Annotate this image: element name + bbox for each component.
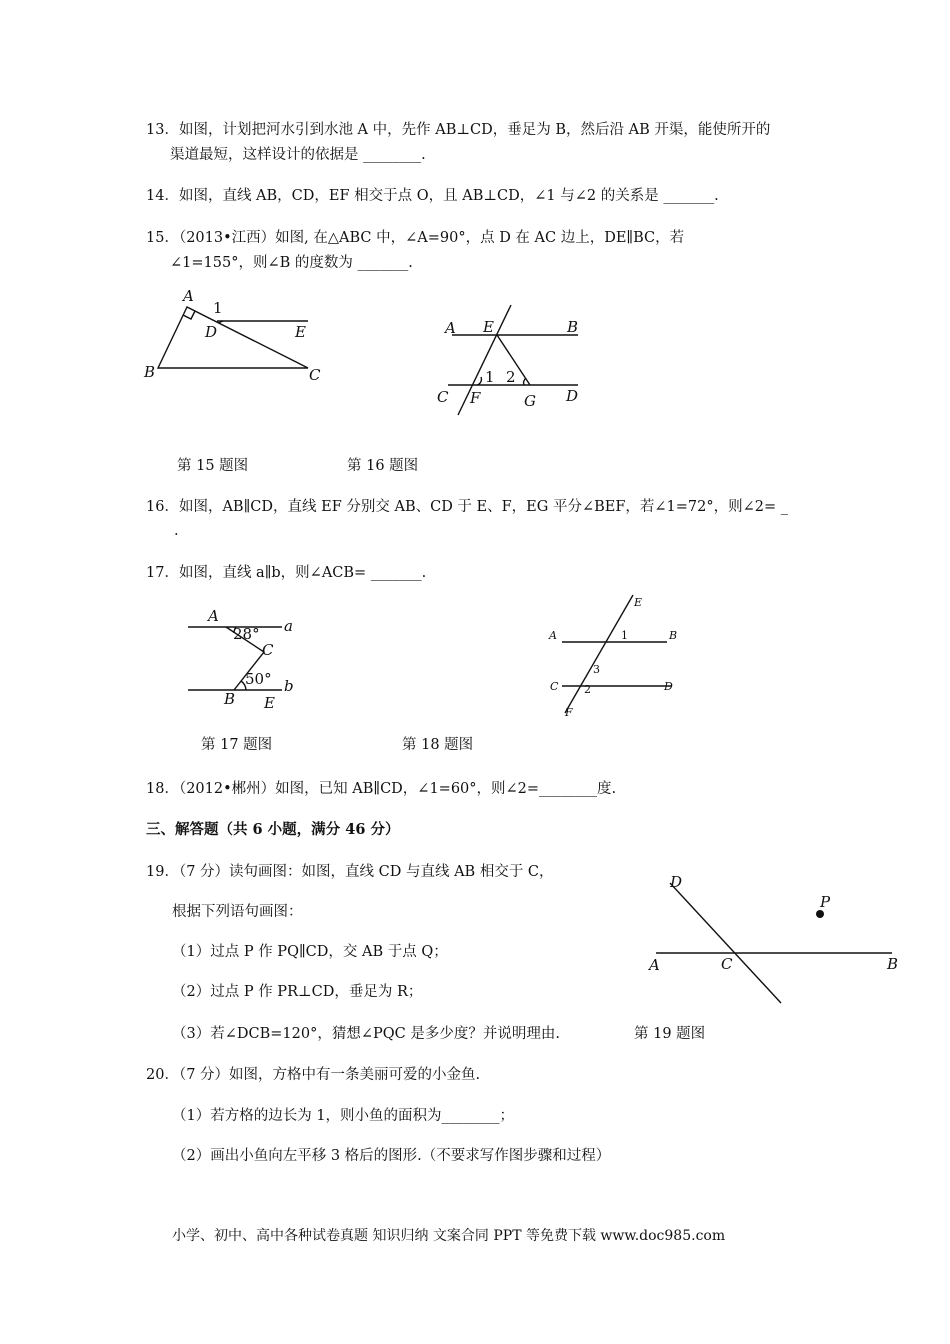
fig16-label-B: B bbox=[567, 318, 579, 336]
fig19-label-A: A bbox=[649, 956, 660, 974]
question-19-line1: 19．（7 分）读句画图：如图，直线 CD 与直线 AB 相交于 C， bbox=[146, 864, 554, 880]
fig18-label-B: B bbox=[669, 629, 678, 642]
fig16-label-D: D bbox=[566, 387, 579, 405]
fig15-label-1: 1 bbox=[213, 299, 223, 317]
fig16-angle2-arc bbox=[524, 378, 526, 385]
question-16-line1: 16．如图，AB∥CD，直线 EF 分别交 AB、CD 于 E、F，EG 平分∠BEF，若∠1=72°，则∠2= _ bbox=[146, 499, 789, 515]
fig18-line-ef bbox=[565, 595, 633, 713]
question-19-item3: （3）若∠DCB=120°，猜想∠PQC 是多少度？并说明理由. bbox=[172, 1026, 560, 1042]
section-heading: 三、解答题（共 6 小题，满分 46 分） bbox=[146, 821, 400, 838]
fig17-label-C: C bbox=[262, 641, 274, 659]
fig18-label-C: C bbox=[550, 680, 559, 693]
figure-16 bbox=[435, 305, 595, 420]
figure-19 bbox=[640, 865, 910, 1010]
caption-figure-17: 第 17 题图 bbox=[201, 737, 273, 753]
question-20-line1: 20．（7 分）如图，方格中有一条美丽可爱的小金鱼. bbox=[146, 1067, 481, 1083]
question-14-line1: 14．如图，直线 AB，CD，EF 相交于点 O，且 AB⊥CD，∠1 与∠2 的关系是 _______. bbox=[146, 188, 719, 204]
page-footer: 小学、初中、高中各种试卷真题 知识归纳 文案合同 PPT 等免费下载 www.doc985.com bbox=[172, 1228, 726, 1244]
fig19-label-B: B bbox=[887, 955, 899, 973]
question-17-line1: 17．如图，直线 a∥b，则∠ACB= _______. bbox=[146, 565, 427, 581]
fig17-label-50: 50° bbox=[245, 670, 272, 688]
fig16-label-A: A bbox=[445, 319, 456, 337]
fig18-label-3: 3 bbox=[593, 663, 600, 676]
fig18-label-E: E bbox=[634, 596, 643, 609]
fig19-label-C: C bbox=[721, 955, 733, 973]
fig19-point-p bbox=[816, 910, 824, 918]
fig16-label-2: 2 bbox=[506, 368, 516, 386]
figure-15 bbox=[135, 285, 335, 395]
caption-figure-15: 第 15 题图 bbox=[177, 458, 249, 474]
fig15-triangle bbox=[158, 307, 308, 368]
question-15-line2: ∠1=155°，则∠B 的度数为 _______. bbox=[170, 255, 413, 271]
fig17-label-B: B bbox=[224, 690, 236, 708]
question-13-line1: 13．如图，计划把河水引到水池 A 中，先作 AB⊥CD，垂足为 B，然后沿 AB 开渠，能使所开的 bbox=[146, 122, 771, 138]
question-19-item1: （1）过点 P 作 PQ∥CD，交 AB 于点 Q； bbox=[172, 944, 448, 960]
caption-figure-16: 第 16 题图 bbox=[347, 458, 419, 474]
question-18-line1: 18．（2012•郴州）如图，已知 AB∥CD，∠1=60°，则∠2=________度. bbox=[146, 781, 617, 797]
caption-figure-18: 第 18 题图 bbox=[402, 737, 474, 753]
question-20-item1: （1）若方格的边长为 1，则小鱼的面积为________； bbox=[172, 1108, 515, 1124]
fig17-label-28: 28° bbox=[233, 625, 260, 643]
fig18-label-1: 1 bbox=[621, 629, 628, 642]
caption-figure-19: 第 19 题图 bbox=[634, 1026, 706, 1042]
question-20-item2: （2）画出小鱼向左平移 3 格后的图形.（不要求写作图步骤和过程） bbox=[172, 1148, 611, 1164]
fig19-line-cd bbox=[670, 883, 781, 1003]
fig17-label-b: b bbox=[284, 677, 294, 695]
question-16-line2: . bbox=[174, 523, 179, 539]
figure-17 bbox=[180, 605, 310, 715]
fig15-label-D: D bbox=[205, 323, 218, 341]
fig16-label-E: E bbox=[483, 318, 494, 336]
question-19-line2: 根据下列语句画图： bbox=[172, 904, 303, 920]
fig17-label-a: a bbox=[284, 617, 293, 635]
fig15-label-A: A bbox=[183, 287, 194, 305]
fig15-label-B: B bbox=[144, 363, 156, 381]
fig16-label-C: C bbox=[437, 388, 449, 406]
fig17-label-A: A bbox=[208, 607, 219, 625]
question-19-item2: （2）过点 P 作 PR⊥CD，垂足为 R； bbox=[172, 984, 423, 1000]
fig18-label-F: F bbox=[565, 706, 573, 719]
fig15-label-C: C bbox=[309, 366, 321, 384]
fig17-label-E: E bbox=[264, 694, 275, 712]
fig18-label-2: 2 bbox=[584, 683, 591, 696]
question-13-line2: 渠道最短，这样设计的依据是 ________. bbox=[170, 147, 426, 163]
figure-18 bbox=[545, 595, 685, 720]
fig18-label-A: A bbox=[549, 629, 557, 642]
fig19-label-P: P bbox=[820, 893, 831, 911]
fig16-angle1-arc bbox=[477, 377, 481, 385]
fig18-label-D: D bbox=[664, 680, 673, 693]
fig16-label-G: G bbox=[524, 392, 536, 410]
question-15-line1: 15．（2013•江西）如图, 在△ABC 中，∠A=90°，点 D 在 AC 边上，DE∥BC，若 bbox=[146, 230, 685, 246]
fig16-label-1: 1 bbox=[485, 368, 495, 386]
fig16-label-F: F bbox=[470, 389, 481, 407]
fig15-label-E: E bbox=[295, 323, 306, 341]
fig19-label-D: D bbox=[670, 873, 683, 891]
